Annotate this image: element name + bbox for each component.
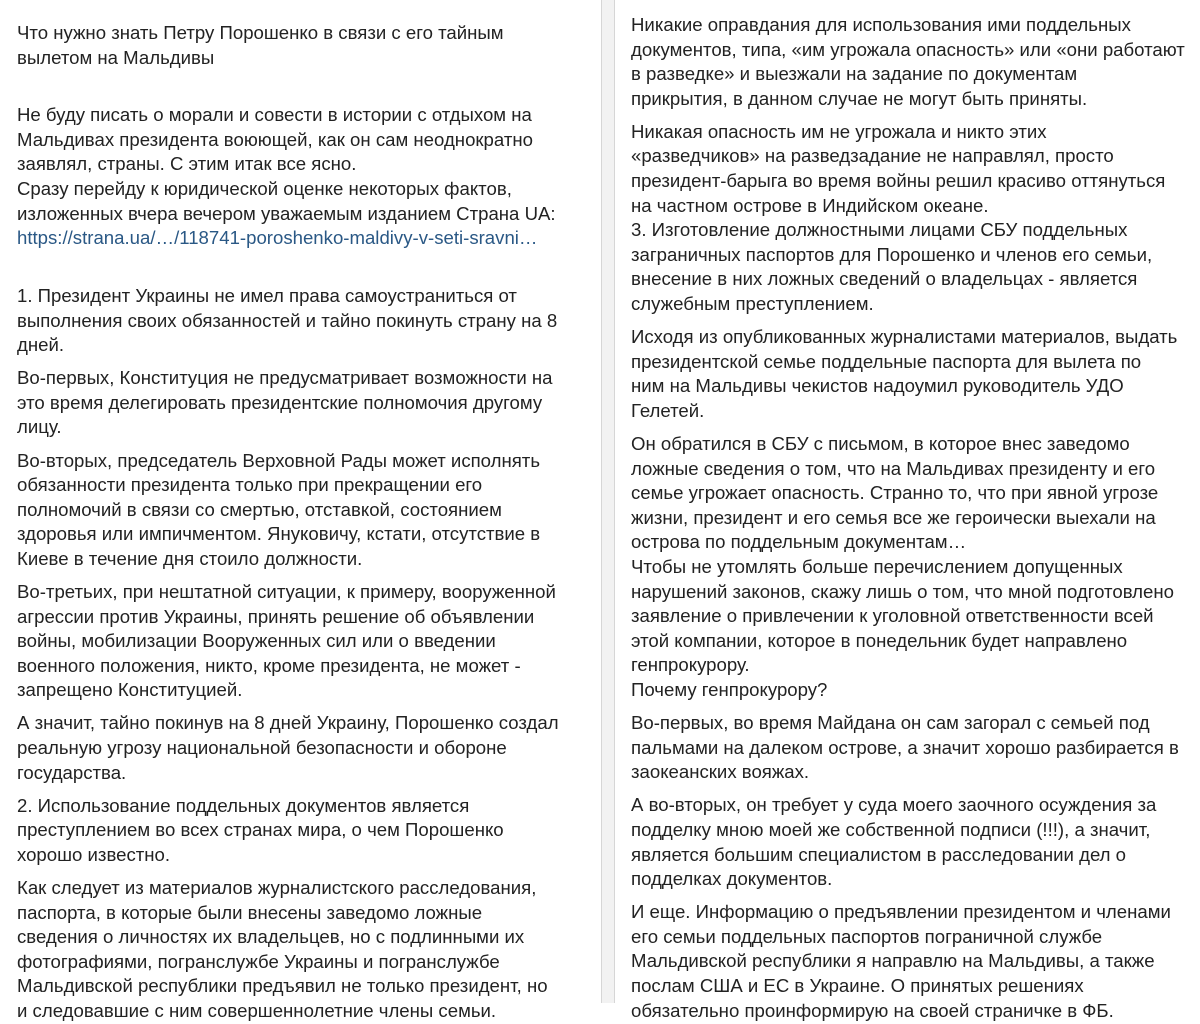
paragraph-second-reason: Во-вторых, председатель Верховной Рады может исполнять обязанности президента только при прекращении его полномочий в связи со смертью, отставкой, состоянием здоровья или импичментом. Януковичу, кстати, отсутствие в Киеве в течение дня стоило должности. bbox=[17, 449, 541, 569]
paragraph-investigation: Как следует из материалов журналистского расследования, паспорта, в которые были внесены заведомо ложные сведения о личностях их владельцев, но с подлинными их фотографиями, погранслужбе Украины и погранслужбе Мальдивской республики предъявил не только президент, но и следовавшие с ним совершеннолетние члены семьи. bbox=[17, 877, 548, 1021]
paragraph-third-reason: Во-третьих, при нештатной ситуации, к примеру, вооруженной агрессии против Украины, принять решение об объявлении войны, мобилизации Вооруженных сил или о введении военного положения, никто, кроме президента, не может - запрещено Конституцией. bbox=[17, 580, 556, 701]
paragraph-sbu-letter: Он обратился в СБУ с письмом, в которое внес заведомо ложные сведения о том, что на Мальдивах президенту и его семье угрожает опасность. Странно то, что при явной угрозе жизни, президент и его семья все же героически выехали на острова по поддельным документам… Чтобы не утомлять больше перечислением допущенных нарушений законов, скажу лишь о том, что мной подготовлено заявление о привлечении к уголовной ответственности всей этой компании, которое в понедельник будет направлено генпрокурору. Почему генпрокурору? bbox=[631, 433, 1174, 700]
paragraph-point-2: 2. Использование поддельных документов является преступлением во всех странах мира, о чем Порошенко хорошо известно. bbox=[17, 794, 504, 865]
column-gutter bbox=[602, 0, 614, 1003]
post-title: Что нужно знать Петру Порошенко в связи с его тайным вылетом на Мальдивы bbox=[17, 22, 504, 68]
paragraph-first-reason: Во-первых, Конституция не предусматривает возможности на это время делегировать президентские полномочия другому лицу. bbox=[17, 367, 553, 438]
paragraph-published-materials: Исходя из опубликованных журналистами материалов, выдать президентской семье поддельные паспорта для вылета по ним на Мальдивы чекистов надоумил руководитель УДО Гелетей. bbox=[631, 326, 1178, 421]
intro-paragraph bbox=[17, 79, 591, 276]
paragraph-point-1: 1. Президент Украины не имел права самоустраниться от выполнения своих обязанностей и тайно покинуть страну на 8 дней. bbox=[17, 284, 558, 356]
paragraph-no-danger-point-3: Никакая опасность им не угрожала и никто этих «разведчиков» на разведзадание не направлял, просто президент-барыга во время войны решил красиво оттянуться на частном острове в Индийском океане. 3. Изготовление должностными лицами СБУ поддельных заграничных паспортов для Порошенко и членов его семьи, внесение в них ложных сведений о владельцах - является служебным преступлением. bbox=[631, 120, 1166, 315]
article-link[interactable]: https://strana.ua/…/118741-poroshenko-maldivy-v-seti-sravni… bbox=[17, 227, 538, 249]
paragraph-conclusion: А значит, тайно покинув на 8 дней Украину, Порошенко создал реальную угрозу национальной безопасности и обороне государства. bbox=[17, 712, 559, 783]
paragraph-first-maidan: Во-первых, во время Майдана он сам загорал с семьей под пальмами на далеком острове, а значит хорошо разбирается в заокеанских вояжах. bbox=[631, 712, 1179, 783]
right-column bbox=[614, 0, 1200, 1021]
paragraph-no-excuses: Никакие оправдания для использования ими поддельных документов, типа, «им угрожала опасность» или «они работают в разведке» и выезжали на задание по документам прикрытия, в данном случае не могут быть приняты. bbox=[631, 14, 1185, 109]
paragraph-final: И еще. Информацию о предъявлении президентом и членами его семьи поддельных паспортов пограничной службе Мальдивской республики я направлю на Мальдивы, а также послам США и ЕС в Украине. О принятых решениях обязательно проинформирую на своей страничке в ФБ. bbox=[631, 901, 1171, 1021]
paragraph-second-signature: А во-вторых, он требует у суда моего заочного осуждения за подделку мною моей же собственной подписи (!!!), а значит, является большим специалистом в расследовании дел о подделках документов. bbox=[631, 794, 1157, 890]
intro-text: Не буду писать о морали и совести в истории с отдыхом на Мальдивах президента воюющей, как он сам неоднократно заявлял, страны. С этим итак все ясно. Сразу перейду к юридической оценке некоторых фактов, изложенных вчера вечером уважаемым изданием Страна UA: bbox=[17, 104, 556, 224]
